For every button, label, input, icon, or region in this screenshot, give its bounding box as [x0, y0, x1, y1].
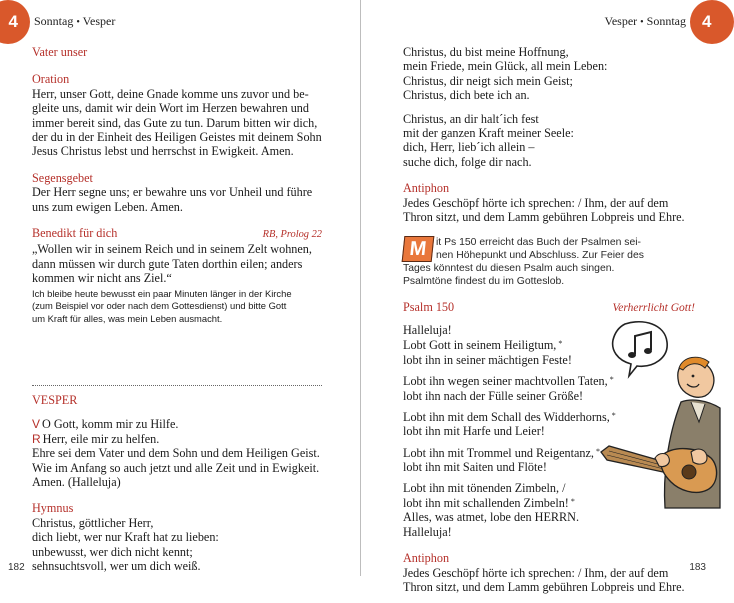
left-page-content: [32, 45, 322, 582]
hymn-line: dich, Herr, lieb´ich allein –: [403, 140, 535, 155]
hymnus-line: Christus, göttlicher Herr,: [32, 515, 154, 530]
psalm-stanza: [403, 445, 619, 475]
antiphon-line: Thron sitzt, und dem Lamm gebühren Lobpreis und Ehre.: [403, 210, 685, 225]
hymn-line: Christus, an dir halt´ich fest: [403, 111, 539, 126]
gloria-line: Ehre sei dem Vater und dem Sohn und dem Heiligen Geist.: [32, 446, 320, 461]
heading-antiphon: Antiphon: [403, 181, 450, 196]
versicle: V O Gott, komm mir zu Hilfe.: [32, 417, 179, 432]
section-segensgebet: [32, 171, 322, 214]
response-mark: R: [32, 431, 41, 446]
section-antiphon-2: [403, 551, 695, 594]
section-antiphon-1: [403, 181, 695, 224]
segensgebet-line: Der Herr segne uns; er bewahre uns vor Unheil und führe: [32, 185, 313, 200]
psalm-asterisk: *: [558, 339, 563, 349]
versicle-mark: V: [32, 417, 41, 432]
psalm-asterisk: *: [609, 375, 614, 385]
heading-hymnus: Hymnus: [32, 501, 74, 516]
note-line: Tages könntest du diesen Psalm auch singen.: [403, 263, 615, 275]
oration-line: Jesus Christus lebst und herrschst in Ewigkeit. Amen.: [32, 144, 294, 159]
psalm-line: lobt ihn in seiner mächtigen Feste!: [403, 352, 572, 367]
oration-line: der du in der Einheit des Heiligen Geistes mit deinem Sohn: [32, 130, 322, 145]
chapter-tab-right: 4: [690, 0, 734, 44]
heading-benedikt: Benedikt für dich: [32, 226, 118, 241]
oration-line: gleite uns, damit wir dein Wort im Herzen bewahren und: [32, 101, 309, 116]
psalm-stanza: [403, 409, 619, 439]
section-vesper: [32, 393, 322, 489]
hymn-line: Christus, dir neigt sich mein Geist;: [403, 73, 573, 88]
heading-oration: Oration: [32, 72, 70, 87]
gloria-line: Wie im Anfang so auch jetzt und alle Zeit und in Ewigkeit.: [32, 460, 320, 475]
psalm-line: lobt ihn mit schallenden Zimbeln! *: [403, 495, 575, 510]
hymn-line: mit der ganzen Kraft meiner Seele:: [403, 126, 574, 141]
psalm-asterisk: *: [595, 446, 600, 456]
heading-psalm: Psalm 150: [403, 300, 455, 315]
heading-vater-unser: Vater unser: [32, 45, 88, 59]
benedikt-note-line: (zum Beispiel vor oder nach dem Gottesdienst) und bitte Gott: [32, 300, 287, 312]
benedikt-note-line: um Kraft für alles, was mein Leben ausmacht.: [32, 312, 223, 324]
psalm-line: Lobt Gott in seinem Heiligtum, *: [403, 338, 563, 353]
response: R Herr, eile mir zu helfen.: [32, 431, 160, 446]
guitar-player-illustration: [595, 318, 720, 508]
oration-line: immer bereit sind, das Gute zu tun. Darum bitten wir dich,: [32, 115, 318, 130]
heading-segensgebet: Segensgebet: [32, 170, 93, 185]
psalm-stanza: [403, 373, 619, 403]
psalm-line: Halleluja!: [403, 524, 452, 539]
note-line: nen Höhepunkt und Abschluss. Zur Feier des: [436, 250, 644, 262]
psalm-line: lobt ihn nach der Fülle seiner Größe!: [403, 388, 584, 403]
info-note: [403, 233, 695, 288]
note-initial: M: [402, 236, 435, 262]
hymn-line: Christus, du bist meine Hoffnung,: [403, 45, 569, 59]
section-oration: [32, 72, 322, 158]
benedikt-quote-line: kommen wir nicht ans Ziel.“: [32, 271, 172, 286]
psalm-line: Alles, was atmet, lobe den HERRN.: [403, 510, 580, 525]
psalm-asterisk: *: [611, 410, 616, 420]
psalm-line: Lobt ihn mit tönenden Zimbeln, /: [403, 480, 566, 495]
hymn-line: suche dich, folge dir nach.: [403, 154, 532, 169]
segensgebet-line: uns zum ewigen Leben. Amen.: [32, 199, 183, 214]
psalm-line: lobt ihn mit Saiten und Flöte!: [403, 460, 547, 475]
benedikt-note-line: Ich bleibe heute bewusst ein paar Minuten länger in der Kirche: [32, 287, 292, 299]
psalm-stanza: [403, 323, 619, 367]
hymn-line: Christus, dich bete ich an.: [403, 88, 530, 103]
antiphon-line: Thron sitzt, und dem Lamm gebühren Lobpreis und Ehre.: [403, 579, 685, 594]
page-number-left: 182: [8, 562, 25, 573]
hymnus-line: unbewusst, wer dich nicht kennt;: [32, 544, 193, 559]
psalm-line: Lobt ihn mit dem Schall des Widderhorns, *: [403, 409, 616, 424]
music-note-speech-bubble-icon: [613, 322, 668, 376]
antiphon-line: Jedes Geschöpf hörte ich sprechen: / Ihm, der auf dem: [403, 565, 669, 580]
hymn-stanza: [403, 45, 695, 103]
gloria-line: Amen. (Halleluja): [32, 474, 121, 489]
psalm-line: Lobt ihn mit Trommel und Reigentanz, *: [403, 445, 600, 460]
benedikt-quote-line: dann müssen wir durch gute Taten dorthin eilen; anders: [32, 256, 303, 271]
oration-line: Herr, unser Gott, deine Gnade komme uns zuvor und be-: [32, 86, 309, 101]
psalm-line: lobt ihn mit Harfe und Leier!: [403, 424, 545, 439]
left-page: [0, 0, 360, 576]
heading-vesper: VESPER: [32, 392, 78, 407]
hymnus-line: sehnsuchtsvoll, wer um dich weiß.: [32, 558, 201, 573]
benedikt-quote-line: „Wollen wir in seinem Reich und in seinem Zelt wohnen,: [32, 242, 312, 257]
hymnus-line: dich liebt, wer nur Kraft hat zu lieben:: [32, 530, 219, 545]
psalm-asterisk: *: [570, 496, 575, 506]
section-benedikt: [32, 226, 322, 325]
antiphon-line: Jedes Geschöpf hörte ich sprechen: / Ihm, der auf dem: [403, 195, 669, 210]
psalm-line: Halleluja!: [403, 322, 452, 337]
heading-antiphon: Antiphon: [403, 551, 450, 566]
section-divider: [32, 385, 322, 386]
note-line: it Ps 150 erreicht das Buch der Psalmen sei-: [436, 237, 642, 249]
psalm-stanza: [403, 481, 619, 540]
section-hymnus: [32, 501, 322, 573]
psalm-tagline: Verherrlicht Gott!: [612, 302, 695, 315]
note-line: Psalmtöne findest du im Gotteslob.: [403, 276, 565, 288]
hymn-stanza: [403, 112, 695, 170]
page-number-right: 183: [689, 562, 706, 573]
psalm-line: Lobt ihn wegen seiner machtvollen Taten, *: [403, 374, 614, 389]
hymn-line: mein Friede, mein Glück, all mein Leben:: [403, 59, 608, 74]
chapter-tab-left: 4: [0, 0, 30, 44]
benedikt-reference: RB, Prolog 22: [262, 229, 322, 241]
running-head-left: Sonntag • Vesper: [34, 14, 116, 28]
right-page: [361, 0, 720, 594]
running-head-right: Vesper • Sonntag: [604, 14, 686, 28]
